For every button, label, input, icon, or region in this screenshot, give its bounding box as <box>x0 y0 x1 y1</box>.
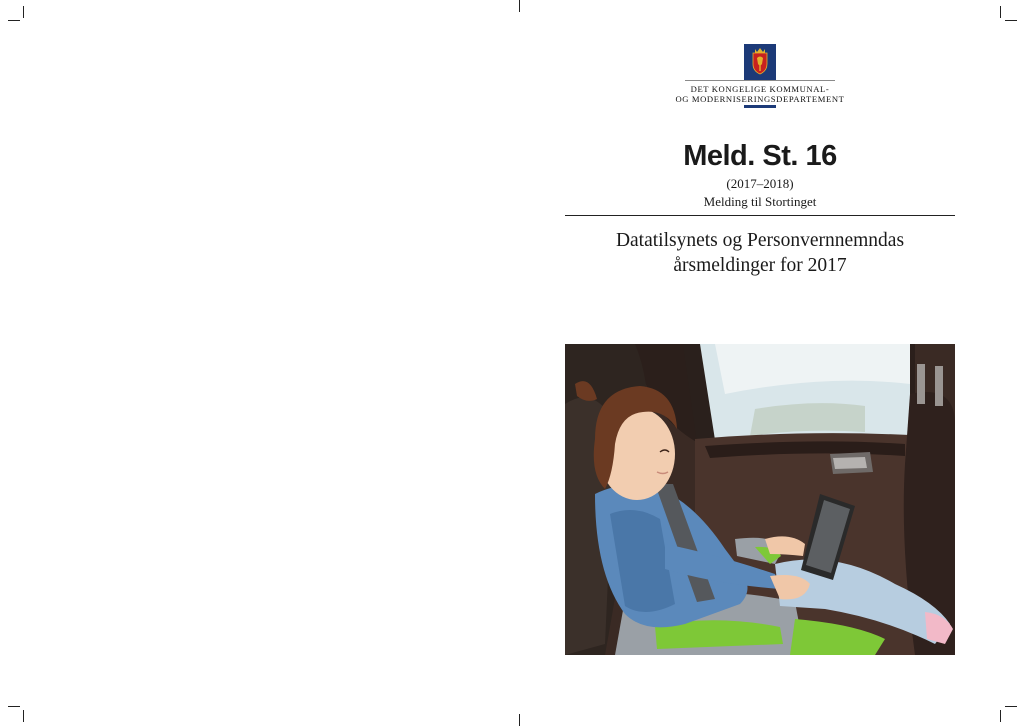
department-name-line1: DET KONGELIGE KOMMUNAL- <box>690 84 830 94</box>
coat-of-arms-icon <box>744 44 776 80</box>
department-logo <box>663 44 857 108</box>
crop-mark <box>1005 706 1017 707</box>
logo-rule <box>685 80 835 81</box>
logo-bar <box>744 105 776 108</box>
department-name-line2: OG MODERNISERINGSDEPARTEMENT <box>675 94 845 104</box>
document-years: (2017–2018) <box>726 176 794 191</box>
title-divider <box>565 215 955 216</box>
crop-mark <box>519 714 520 726</box>
crop-mark <box>8 20 20 21</box>
crop-mark <box>8 706 20 707</box>
child-with-tablet-illustration <box>565 344 955 655</box>
crop-mark <box>23 710 24 722</box>
document-title-line1: Datatilsynets og Personvernnemndas <box>615 230 905 251</box>
document-subtitle: Melding til Stortinget <box>703 194 817 209</box>
crop-mark <box>23 6 24 18</box>
document-number: Meld. St. 16 <box>683 140 837 172</box>
document-title-line2: årsmeldinger for 2017 <box>673 255 847 276</box>
cover-photo <box>565 344 955 655</box>
document-title <box>565 228 955 278</box>
crop-mark <box>1000 6 1001 18</box>
crop-mark <box>1000 710 1001 722</box>
crop-mark <box>1005 20 1017 21</box>
crop-mark <box>519 0 520 12</box>
